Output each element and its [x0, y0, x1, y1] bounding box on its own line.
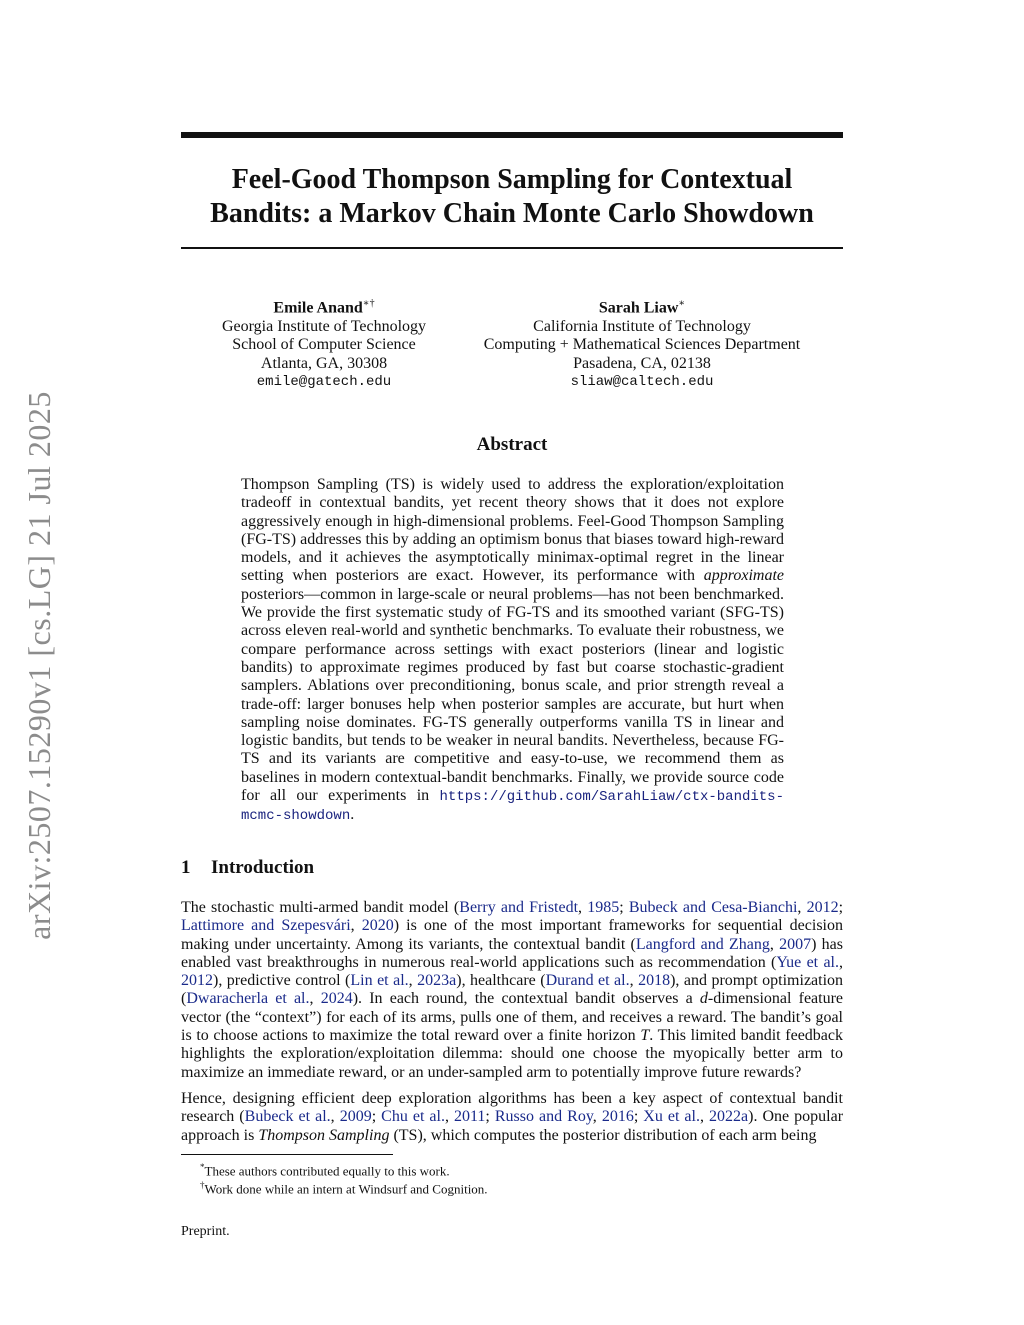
preprint-footer: Preprint.	[181, 1224, 230, 1239]
footnote-rule	[181, 1154, 393, 1155]
title-top-rule	[181, 132, 843, 138]
body-text: ,	[330, 1108, 340, 1126]
footnote-mark: *	[200, 1162, 205, 1172]
author-email: emile@gatech.edu	[256, 374, 392, 391]
body-text: ;	[619, 899, 629, 916]
abstract-body	[241, 476, 784, 826]
citation-link[interactable]: 2018	[638, 972, 671, 990]
citation-link[interactable]: 2012	[181, 972, 213, 990]
abstract-text: posteriors—common in large-scale or neural problems—has not been benchmarked. We provide the first systematic study of FG-TS and its smoothed variant (SFG-TS) across eleven real-world and synthetic benchmarks. To evaluate their robustness, we compare performance across settings with exact posteriors (linear and logistic bandits) to approximate regimes produced by fast but coarse stochastic-gradient samplers. Ablations over preconditioning, bonus scale, and prior strength reveal a trade-off: larger bonuses help when posterior samples are accurate, but hurt when sampling noise dominates. FG-TS generally outperforms vanilla TS in linear and logistic bandits, but tends to be weaker in neural bandits. Nevertheless, because FG-TS and its variants are competitive and easy-to-use, we recommend them as baselines in modern contextual-bandit benchmarks. Finally, we provide source code for all our experiments in	[241, 585, 784, 805]
author-department: School of Computer Science	[232, 336, 416, 354]
citation-link[interactable]: 2024	[320, 990, 353, 1008]
body-text: ,	[839, 953, 843, 971]
body-text: ,	[578, 899, 588, 916]
footnote-2	[200, 1177, 488, 1197]
body-text: ) is one of the most important frameworks for sequential decision making under uncertainty. Among its variants, the contextual bandit (	[181, 917, 844, 953]
body-text: ,	[350, 917, 362, 935]
body-text: ,	[797, 899, 807, 916]
citation-link[interactable]: 2012	[806, 899, 839, 916]
arxiv-identifier-stamp	[14, 380, 64, 950]
citation-link[interactable]: 2022a	[709, 1108, 749, 1126]
citation-link[interactable]: 1985	[587, 899, 620, 916]
author-location: Pasadena, CA, 02138	[573, 354, 711, 372]
body-text: ). In each round, the contextual bandit observes a	[352, 990, 700, 1008]
author-email: sliaw@caltech.edu	[570, 374, 714, 391]
math-variable: d	[699, 990, 708, 1008]
body-text: Hence, designing efficient deep exploration algorithms has been a key aspect of contextual bandit research (	[181, 1090, 843, 1126]
author-footnote-marks: ∗	[678, 298, 686, 309]
intro-paragraph-2	[181, 1090, 843, 1145]
body-text: ,	[699, 1108, 710, 1126]
math-variable: T	[640, 1027, 650, 1045]
citation-link[interactable]: Yue et al.	[776, 953, 839, 971]
section-heading-introduction	[181, 857, 314, 879]
author-block-1	[195, 295, 453, 392]
body-text: ) has enabled vast breakthroughs in numerous real-world applications such as recommendation (	[181, 935, 844, 971]
body-text: . This limited bandit feedback highlights the exploration/exploitation dilemma: should one choose the myopically better arm to maximize an immediate reward, or an under-sampled arm to potentially improve future rewards?	[181, 1027, 843, 1081]
abstract-text: Thompson Sampling (TS) is widely used to address the exploration/exploitation tradeoff in contextual bandits, yet recent theory shows that it does not explore aggressively enough in high-dimensional problems. Feel-Good Thompson Sampling (FG-TS) addresses this by adding an optimism bonus that biases toward high-reward models, and it achieves the asymptotically minimax-optimal regret in the linear setting when posteriors are exact. However, its performance with	[241, 476, 784, 585]
citation-link[interactable]: 2016	[601, 1108, 634, 1126]
arxiv-stamp-text: arXiv:2507.15290v1 [cs.LG] 21 Jul 2025	[20, 390, 57, 940]
title-line-2: Bandits: a Markov Chain Monte Carlo Showdown	[210, 198, 814, 229]
source-code-link[interactable]: https://github.com/SarahLiaw/ctx-bandits-mcmc-showdown	[241, 789, 784, 825]
body-text: ), predictive control (	[213, 972, 351, 990]
citation-link[interactable]: Lattimore and Szepesvári	[181, 917, 351, 935]
citation-link[interactable]: 2009	[339, 1108, 372, 1126]
citation-link[interactable]: Chu et al.	[381, 1108, 445, 1126]
citation-link[interactable]: Bubeck and Cesa-Bianchi	[628, 899, 798, 916]
citation-link[interactable]: Russo and Roy	[494, 1108, 593, 1126]
emphasized-term: Thompson Sampling	[258, 1126, 390, 1144]
citation-link[interactable]: Langford and Zhang	[635, 935, 770, 953]
citation-link[interactable]: Dwaracherla et al.	[186, 990, 310, 1008]
author-block-2	[462, 295, 822, 392]
paper-title	[181, 163, 843, 231]
intro-paragraph-1	[181, 899, 843, 1082]
author-affiliation: Georgia Institute of Technology	[221, 317, 427, 335]
title-bottom-rule	[181, 247, 843, 249]
abstract-heading: Abstract	[476, 434, 548, 455]
abstract-text: .	[350, 806, 355, 824]
body-text: ;	[838, 899, 844, 916]
author-name: Emile Anand	[273, 299, 363, 317]
abstract-emphasis: approximate	[703, 567, 784, 585]
body-text: ,	[309, 990, 321, 1008]
citation-link[interactable]: 2007	[779, 935, 812, 953]
footnote-mark: †	[200, 1180, 205, 1190]
citation-link[interactable]: Berry and Fristedt	[459, 899, 579, 916]
body-text: ,	[444, 1108, 454, 1126]
body-text: The stochastic multi-armed bandit model (	[181, 899, 460, 916]
section-number: 1	[181, 857, 191, 878]
body-text: (TS), which computes the posterior distribution of each arm being	[389, 1126, 817, 1144]
body-text: ,	[408, 972, 418, 990]
citation-link[interactable]: Xu et al.	[643, 1108, 700, 1126]
footnote-text: Work done while an intern at Windsurf and Cognition.	[204, 1181, 488, 1197]
body-text: ;	[485, 1108, 495, 1126]
citation-link[interactable]: Durand et al.	[545, 972, 630, 990]
author-name: Sarah Liaw	[598, 299, 679, 317]
body-text: ,	[629, 972, 639, 990]
body-text: ,	[592, 1108, 602, 1126]
citation-link[interactable]: Bubeck et al.	[244, 1108, 331, 1126]
citation-link[interactable]: 2020	[361, 917, 394, 935]
body-text: ), and prompt optimization (	[181, 972, 844, 1008]
body-text: ), healthcare (	[456, 972, 546, 990]
footnote-text: These authors contributed equally to this work.	[204, 1163, 450, 1179]
citation-link[interactable]: 2023a	[417, 972, 457, 990]
citation-link[interactable]: Lin et al.	[350, 972, 409, 990]
body-text: -dimensional feature vector (the “context”) for each of its arms, pulls one of them, and receives a reward. The bandit’s goal is to choose actions to maximize the total reward over a finite horizon	[181, 990, 844, 1045]
author-location: Atlanta, GA, 30308	[260, 354, 388, 372]
title-line-1: Feel-Good Thompson Sampling for Contextual	[231, 164, 793, 195]
body-text: ). One popular approach is	[181, 1108, 844, 1144]
author-department: Computing + Mathematical Sciences Department	[483, 336, 801, 354]
section-title: Introduction	[211, 857, 315, 878]
author-footnote-marks: ∗†	[362, 298, 375, 309]
body-text: ;	[371, 1108, 382, 1126]
body-text: ;	[633, 1108, 644, 1126]
author-affiliation: California Institute of Technology	[533, 317, 751, 335]
body-text: ,	[769, 935, 780, 953]
citation-link[interactable]: 2011	[454, 1108, 486, 1126]
